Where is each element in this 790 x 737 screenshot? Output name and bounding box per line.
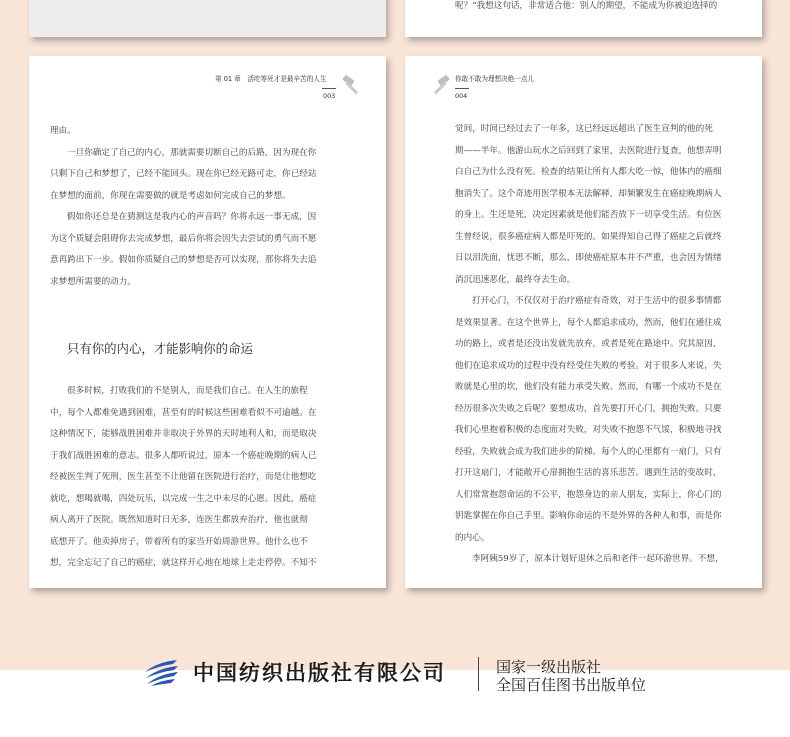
right-book-page [405, 56, 762, 588]
text-line: 我们心里抱着积极的态度面对失败，对失败不抱怨不气馁，积极地寻找 [455, 425, 722, 435]
footer-divider [478, 657, 479, 691]
publisher-name: 中国纺织出版社有限公司 [193, 660, 446, 685]
text-line: 就吃，想喝就喝，四处玩乐，以完成一生之中未尽的心愿。因此，癌症 [50, 493, 317, 504]
top-right-page-text: 呢？”我想这句话，非常适合他：别人的期望，不能成为你被迫选择的 [455, 1, 718, 11]
text-line: 败就是心里的坎，他们没有能力承受失败。然而，有哪一个成功不是在 [455, 382, 722, 392]
text-line: 期——半年。他游山玩水之后回到了家里，去医院进行复查，他想弄明 [455, 145, 722, 156]
text-line: 经历很多次失败之后呢？要想成功，首先要打开心门，拥抱失败。只要 [455, 403, 722, 414]
text-line: 只剩下自己和梦想了，已经不能回头。现在你已经无路可走，你已经站 [50, 169, 317, 179]
text-line: 理由。 [50, 126, 76, 136]
publisher-tagline-1: 国家一级出版社 [496, 658, 602, 676]
text-line: 经验，失败就会成为我们进步的阶梯。每个人的心里都有一扇门，只有 [455, 446, 722, 457]
text-line: 病人离开了医院。既然知道时日无多，连医生都放弃治疗，他也就彻 [50, 515, 308, 525]
text-line: 意再跨出下一步。假如你质疑自己的梦想是否可以实现，那你将失去追 [50, 255, 317, 265]
text-line: 求梦想所需要的动力。 [50, 276, 136, 287]
publisher-logo-icon [143, 658, 179, 688]
text-line: 生曾经说，很多癌症病人都是吓死的。如果得知自己得了癌症之后就终 [455, 231, 722, 242]
text-line: 他们在追求成功的过程中没有经受住失败的考验。对于很多人来说，失 [455, 360, 722, 371]
top-right-page-fragment [405, 0, 762, 37]
text-line: 李阿姨59岁了，原本计划好退休之后和老伴一起环游世界。不想， [472, 554, 724, 564]
text-line: 在梦想的面前，你现在需要做的就是考虑如何完成自己的梦想。 [50, 190, 291, 201]
right-running-head: 你敢不敢为理想决绝一点儿 [455, 75, 535, 83]
hammer-icon [427, 74, 451, 98]
left-running-head: 第 01 章 活吃等死才是最辛苦的人生 [215, 75, 327, 83]
left-page-number-rule [322, 88, 336, 89]
text-line: 这种情况下，能够战胜困难并非取决于外界的天时地利人和，而是取决 [50, 429, 317, 439]
text-line: 假如你还总是在猜测这是我内心的声音吗？你将永远一事无成，因 [67, 212, 317, 222]
text-line: 想，完全忘记了自己的癌症，就这样开心地在地球上走走停停。不知不 [50, 558, 317, 568]
left-page-text-block-1 [50, 121, 336, 293]
text-line: 打开心门，不仅仅对于治疗癌症有奇效，对于生活中的很多事情都 [472, 296, 722, 306]
text-line: 经被医生判了死刑，医生甚至不让他留在医院进行治疗，而是让他想吃 [50, 472, 317, 482]
text-line: 一旦你确定了自己的内心，那就需要切断自己的后路，因为现在你 [67, 147, 317, 158]
text-line: 是效果显著。在这个世界上，每个人都追求成功，然而，他们在通往成 [455, 317, 722, 328]
text-line: 消沉迅速恶化，最终夺去生命。 [455, 274, 576, 285]
text-line: 的内心。 [455, 532, 490, 543]
text-line: 人们常常抱怨命运的不公平，抱怨身边的亲人朋友，实际上，你心门的 [455, 489, 722, 500]
text-line: 很多时候，打败我们的不是别人，而是我们自己。在人生的旅程 [67, 386, 308, 396]
left-page-text-block-2 [50, 381, 336, 575]
text-line: 觉间，时间已经过去了一年多，这已经远远超出了医生宣判的他的死 [455, 124, 713, 134]
text-line: 日以泪洗面，忧思不断，那么，即使癌症原本并不严重，也会因为情绪 [455, 253, 722, 263]
text-line: 底想开了。他卖掉房子，带着所有的家当开始周游世界。他什么也不 [50, 536, 308, 547]
left-page-number: 003 [323, 92, 336, 100]
text-line: 于我们战胜困难的意志。很多人都听说过，原本一个癌症晚期的病人已 [50, 450, 317, 461]
text-line: 打开这扇门，才能敞开心扉拥抱生活的喜乐悲苦。遇到生活的变故时， [455, 468, 722, 478]
text-line: 中，每个人都难免遇到困难，甚至有的时候这些困难看似不可逾越。在 [50, 407, 317, 418]
text-line: 为这个质疑会阻碍你去完成梦想，最后你将会因失去尝试的勇气而不愿 [50, 233, 317, 244]
right-page-number-rule [455, 88, 469, 89]
section-title: 只有你的内心，才能影响你的命运 [67, 341, 253, 356]
text-line: 功的路上，或者是还没出发就先放弃，或者是死在路途中。究其原因， [455, 339, 722, 349]
right-page-number: 004 [455, 92, 468, 100]
text-line: 白自己为什么没有死。检查的结果让所有人都大吃一惊，他体内的癌细 [455, 167, 722, 177]
text-line: 的身上。生还是死，决定因素就是他们能否放下一切享受生活。有位医 [455, 210, 722, 220]
top-left-page-fragment [29, 0, 386, 37]
text-line: 钥匙掌握在你自己手里。影响你命运的不是外界的各种人和事，而是你 [455, 511, 722, 521]
publisher-tagline-2: 全国百佳图书出版单位 [496, 676, 647, 694]
right-page-text-block [455, 119, 741, 571]
hammer-icon [341, 74, 365, 98]
text-line: 胞消失了。这个奇迹用医学根本无法解释，却频繁发生在癌症晚期病人 [455, 188, 722, 199]
